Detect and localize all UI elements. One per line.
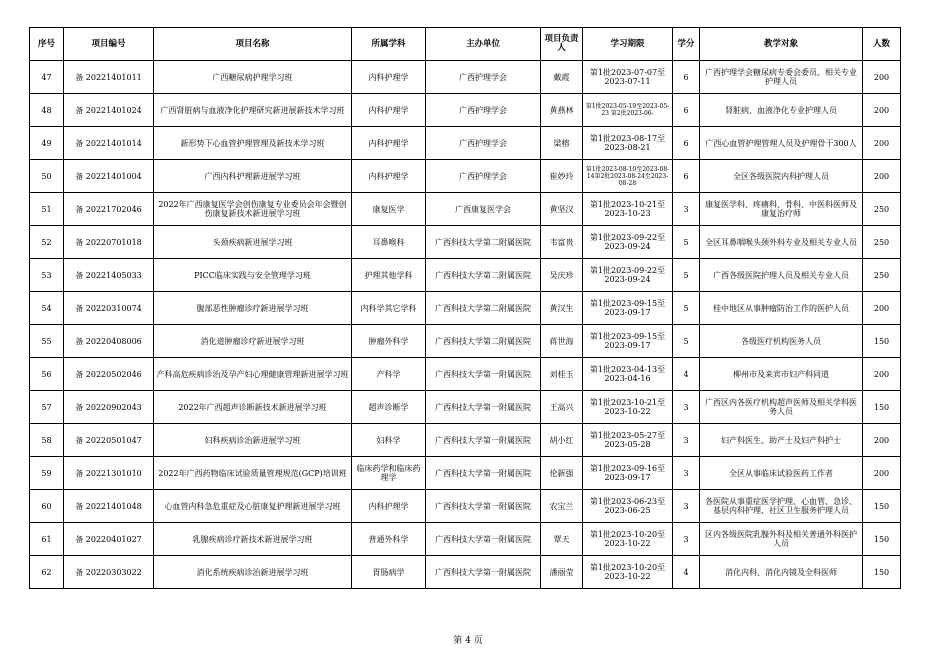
cell-code: 备 20221401011 [64, 61, 154, 94]
cell-leader: 吴庆珍 [541, 259, 583, 292]
cell-name: 消化系统疾病诊治新进展学习班 [154, 556, 352, 589]
cell-code: 备 20220401027 [64, 523, 154, 556]
cell-subject: 耳鼻喉科 [352, 226, 426, 259]
cell-no: 62 [30, 556, 64, 589]
cell-target: 各医院从事重症医学护理、心血管、急诊、基层内科护理、社区卫生服务护理人员 [700, 490, 863, 523]
cell-count: 150 [863, 391, 901, 424]
cell-period: 第1批2023-10-21至2023-10-22 [583, 391, 673, 424]
column-header: 项目负责人 [541, 28, 583, 61]
cell-credit: 5 [673, 259, 700, 292]
cell-subject: 超声诊断学 [352, 391, 426, 424]
cell-subject: 产科学 [352, 358, 426, 391]
cell-no: 54 [30, 292, 64, 325]
cell-credit: 5 [673, 325, 700, 358]
cell-leader: 伦新强 [541, 457, 583, 490]
cell-period: 第1批2023-05-19至2023-05-23 第2批2023-06- [583, 94, 673, 127]
cell-name: 产科高危疾病诊治及孕产妇心理健康管理新进展学习班 [154, 358, 352, 391]
cell-count: 250 [863, 193, 901, 226]
cell-code: 备 20220408006 [64, 325, 154, 358]
cell-credit: 6 [673, 94, 700, 127]
cell-leader: 潘丽莹 [541, 556, 583, 589]
table-row [30, 391, 901, 424]
cell-target: 康复医学科、疼痛科、骨科、中医科医师及康复治疗师 [700, 193, 863, 226]
table-row [30, 94, 901, 127]
cell-code: 备 20220902043 [64, 391, 154, 424]
cell-subject: 肿瘤外科学 [352, 325, 426, 358]
cell-name: 头颈疾病新进展学习班 [154, 226, 352, 259]
table-row [30, 358, 901, 391]
cell-host: 广西科技大学第一附属医院 [426, 424, 541, 457]
cell-name: 腹部恶性肿瘤诊疗新进展学习班 [154, 292, 352, 325]
column-header: 学分 [673, 28, 700, 61]
cell-no: 51 [30, 193, 64, 226]
cell-credit: 6 [673, 160, 700, 193]
cell-code: 备 20220303022 [64, 556, 154, 589]
cell-no: 58 [30, 424, 64, 457]
cell-no: 55 [30, 325, 64, 358]
cell-count: 200 [863, 61, 901, 94]
cell-target: 广西区内各医疗机构超声医师及相关学科医务人员 [700, 391, 863, 424]
table-row [30, 160, 901, 193]
course-table [29, 27, 901, 589]
cell-leader: 崔妙玲 [541, 160, 583, 193]
cell-subject: 内科学其它学科 [352, 292, 426, 325]
cell-credit: 6 [673, 61, 700, 94]
cell-target: 全区耳鼻咽喉头颈外科专业及相关专业人员 [700, 226, 863, 259]
column-header: 主办单位 [426, 28, 541, 61]
cell-no: 48 [30, 94, 64, 127]
cell-period: 第1批2023-08-17至2023-08-21 [583, 127, 673, 160]
table-row [30, 325, 901, 358]
cell-target: 桂中地区从事肿瘤防治工作的医护人员 [700, 292, 863, 325]
page-footer: 第 4 页 [453, 636, 483, 646]
cell-leader: 王高兴 [541, 391, 583, 424]
cell-subject: 内科护理学 [352, 160, 426, 193]
cell-credit: 3 [673, 193, 700, 226]
cell-period: 第1批2023-09-16至2023-09-17 [583, 457, 673, 490]
cell-name: 妇科疾病诊治新进展学习班 [154, 424, 352, 457]
cell-target: 广西护理学会糖尿病专委会委员、相关专业护理人员 [700, 61, 863, 94]
cell-credit: 5 [673, 292, 700, 325]
cell-no: 49 [30, 127, 64, 160]
cell-count: 200 [863, 160, 901, 193]
table-row [30, 292, 901, 325]
cell-period: 第1批2023-09-15至2023-09-17 [583, 292, 673, 325]
cell-period: 第1批2023-09-22至2023-09-24 [583, 259, 673, 292]
cell-name: 新形势下心血管护理管理及新技术学习班 [154, 127, 352, 160]
column-header: 序号 [30, 28, 64, 61]
cell-host: 广西护理学会 [426, 160, 541, 193]
table-row [30, 61, 901, 94]
cell-name: 广西糖尿病护理学习班 [154, 61, 352, 94]
cell-name: 2022年广西超声诊断新技术新进展学习班 [154, 391, 352, 424]
cell-code: 备 20220501047 [64, 424, 154, 457]
column-header: 学习期限 [583, 28, 673, 61]
cell-subject: 内科护理学 [352, 127, 426, 160]
cell-target: 柳州市及来宾市妇产科同道 [700, 358, 863, 391]
cell-host: 广西科技大学第一附属医院 [426, 457, 541, 490]
cell-period: 第1批2023-06-23至2023-06-25 [583, 490, 673, 523]
cell-code: 备 20220310074 [64, 292, 154, 325]
cell-no: 57 [30, 391, 64, 424]
cell-leader: 黄坚汉 [541, 193, 583, 226]
cell-credit: 3 [673, 490, 700, 523]
column-header: 所属学科 [352, 28, 426, 61]
cell-target: 妇产科医生、助产士及妇产科护士 [700, 424, 863, 457]
cell-host: 广西科技大学第一附属医院 [426, 556, 541, 589]
cell-leader: 梁榕 [541, 127, 583, 160]
cell-code: 备 20221405033 [64, 259, 154, 292]
cell-count: 200 [863, 358, 901, 391]
cell-code: 备 20220701018 [64, 226, 154, 259]
table-row [30, 259, 901, 292]
cell-code: 备 20221401014 [64, 127, 154, 160]
cell-name: 广西肾脏病与血液净化护理研究新进展新技术学习班 [154, 94, 352, 127]
cell-period: 第1批2023-09-22至2023-09-24 [583, 226, 673, 259]
cell-credit: 3 [673, 391, 700, 424]
cell-no: 56 [30, 358, 64, 391]
cell-host: 广西科技大学第二附属医院 [426, 292, 541, 325]
table-row [30, 556, 901, 589]
cell-subject: 内科护理学 [352, 490, 426, 523]
cell-leader: 黄汉生 [541, 292, 583, 325]
cell-leader: 黄燕林 [541, 94, 583, 127]
cell-code: 备 20221401024 [64, 94, 154, 127]
cell-count: 200 [863, 457, 901, 490]
cell-host: 广西科技大学第一附属医院 [426, 523, 541, 556]
table-row [30, 127, 901, 160]
cell-no: 53 [30, 259, 64, 292]
cell-host: 广西科技大学第二附属医院 [426, 325, 541, 358]
cell-subject: 内科护理学 [352, 61, 426, 94]
cell-host: 广西康复医学会 [426, 193, 541, 226]
cell-no: 60 [30, 490, 64, 523]
cell-count: 200 [863, 127, 901, 160]
cell-code: 备 20221401048 [64, 490, 154, 523]
column-header: 人数 [863, 28, 901, 61]
cell-code: 备 20221401004 [64, 160, 154, 193]
cell-credit: 3 [673, 523, 700, 556]
cell-no: 52 [30, 226, 64, 259]
cell-period: 第1批2023-04-13至2023-04-16 [583, 358, 673, 391]
cell-target: 肾脏病、血液净化专业护理人员 [700, 94, 863, 127]
cell-target: 全区从事临床试验医药工作者 [700, 457, 863, 490]
cell-leader: 韦富贵 [541, 226, 583, 259]
cell-name: 广西内科护理新进展学习班 [154, 160, 352, 193]
cell-host: 广西科技大学第一附属医院 [426, 358, 541, 391]
cell-code: 备 20221301010 [64, 457, 154, 490]
cell-period: 第1批2023-09-15至2023-09-17 [583, 325, 673, 358]
cell-period: 第1批2023-10-21至2023-10-23 [583, 193, 673, 226]
cell-code: 备 20220502046 [64, 358, 154, 391]
cell-credit: 4 [673, 556, 700, 589]
cell-target: 广西各级医院护理人员及相关专业人员 [700, 259, 863, 292]
table-row [30, 424, 901, 457]
column-header: 项目编号 [64, 28, 154, 61]
cell-subject: 妇科学 [352, 424, 426, 457]
cell-credit: 4 [673, 358, 700, 391]
column-header: 教学对象 [700, 28, 863, 61]
cell-name: 乳腺疾病诊疗新技术新进展学习班 [154, 523, 352, 556]
cell-leader: 农宝兰 [541, 490, 583, 523]
cell-name: 消化道肿瘤诊疗新进展学习班 [154, 325, 352, 358]
cell-count: 250 [863, 259, 901, 292]
cell-subject: 临床药学和临床药理学 [352, 457, 426, 490]
cell-count: 200 [863, 292, 901, 325]
cell-target: 广西心血管护理管理人员及护理骨干300人 [700, 127, 863, 160]
cell-name: PICC临床实践与安全管理学习班 [154, 259, 352, 292]
cell-no: 47 [30, 61, 64, 94]
cell-period: 第1批2023-07-07至2023-07-11 [583, 61, 673, 94]
cell-name: 2022年广西康复医学会创伤康复专业委员会年会暨创伤康复新技术新进展学习班 [154, 193, 352, 226]
cell-subject: 胃肠病学 [352, 556, 426, 589]
cell-credit: 3 [673, 457, 700, 490]
cell-host: 广西科技大学第二附属医院 [426, 226, 541, 259]
cell-subject: 护理其他学科 [352, 259, 426, 292]
cell-leader: 蒋世海 [541, 325, 583, 358]
cell-leader: 胡小红 [541, 424, 583, 457]
cell-host: 广西护理学会 [426, 127, 541, 160]
cell-name: 心血管内科急危重症及心脏康复护理新进展学习班 [154, 490, 352, 523]
cell-period: 第1批2023-08-10至2023-08-14第2批2023-08-24至2023-08-28 [583, 160, 673, 193]
header-row [30, 28, 901, 61]
cell-leader: 覃天 [541, 523, 583, 556]
cell-host: 广西科技大学第一附属医院 [426, 391, 541, 424]
cell-period: 第1批2023-05-27至2023-05-28 [583, 424, 673, 457]
cell-count: 200 [863, 424, 901, 457]
cell-leader: 刘桂玉 [541, 358, 583, 391]
table-body [30, 61, 901, 589]
cell-host: 广西护理学会 [426, 61, 541, 94]
cell-target: 区内各级医院乳腺外科及相关普通外科医护人员 [700, 523, 863, 556]
cell-no: 61 [30, 523, 64, 556]
cell-no: 59 [30, 457, 64, 490]
table-row [30, 523, 901, 556]
cell-leader: 戴霞 [541, 61, 583, 94]
table-row [30, 490, 901, 523]
cell-target: 消化内科、消化内镜及全科医师 [700, 556, 863, 589]
table-row [30, 457, 901, 490]
cell-subject: 普通外科学 [352, 523, 426, 556]
cell-subject: 内科护理学 [352, 94, 426, 127]
cell-count: 150 [863, 523, 901, 556]
cell-target: 各级医疗机构医务人员 [700, 325, 863, 358]
cell-period: 第1批2023-10-20至2023-10-22 [583, 523, 673, 556]
column-header: 项目名称 [154, 28, 352, 61]
cell-host: 广西护理学会 [426, 94, 541, 127]
cell-host: 广西科技大学第二附属医院 [426, 259, 541, 292]
cell-target: 全区各级医院内科护理人员 [700, 160, 863, 193]
cell-credit: 5 [673, 226, 700, 259]
table-row [30, 226, 901, 259]
cell-code: 备 20221702046 [64, 193, 154, 226]
cell-count: 150 [863, 325, 901, 358]
cell-credit: 6 [673, 127, 700, 160]
table-row [30, 193, 901, 226]
cell-name: 2022年广西药物临床试验质量管理规范(GCP)培训班 [154, 457, 352, 490]
cell-credit: 3 [673, 424, 700, 457]
cell-subject: 康复医学 [352, 193, 426, 226]
cell-period: 第1批2023-10-20至2023-10-22 [583, 556, 673, 589]
cell-host: 广西科技大学第一附属医院 [426, 490, 541, 523]
cell-count: 200 [863, 94, 901, 127]
cell-count: 250 [863, 226, 901, 259]
cell-count: 150 [863, 490, 901, 523]
cell-count: 150 [863, 556, 901, 589]
cell-no: 50 [30, 160, 64, 193]
